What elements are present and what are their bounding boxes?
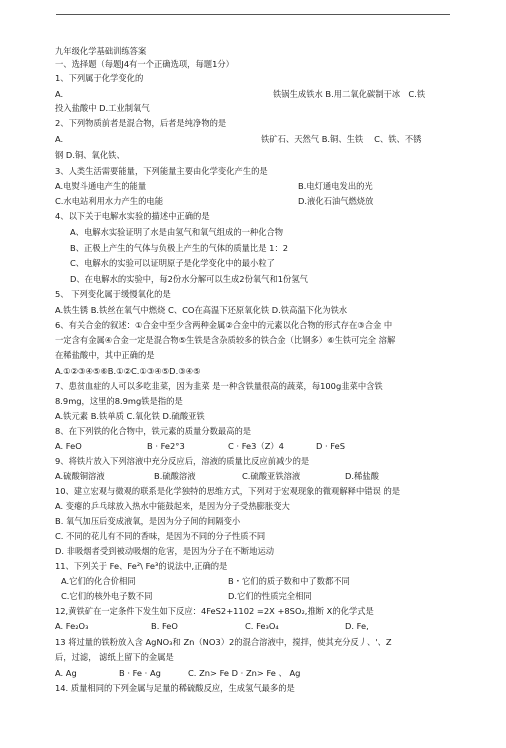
q6-line1: 6、有关合金的叙述：①合金中至少含两种金属②合金中的元素以化合物的形式存在③合金 中 bbox=[55, 320, 393, 330]
q3-option-c: C.水电站利用水力产生的电能 bbox=[55, 196, 163, 206]
q12-option-c: C. Fe₃O₄ bbox=[245, 621, 279, 631]
q3-options-row2 bbox=[55, 195, 476, 207]
q8-options bbox=[55, 440, 476, 452]
q10-option-b: B. 氧气加压后变成液氧，是因为分子间的间隔变小 bbox=[55, 516, 241, 526]
q9-option-a: A.硫酸铜溶液 bbox=[55, 471, 105, 481]
q2-options-bcd: 铁矿石、天然气 B.铜、生铁 C、铁、不锈 bbox=[261, 134, 422, 144]
q4-option-c: C、电解水的实验可以证明原子是化学变化中的最小粒了 bbox=[70, 258, 275, 268]
q7-line2: 8.9mg，这里的8.9mg铁是指的是 bbox=[55, 396, 183, 406]
q6-line3: 在稀盐酸中，其中正确的是 bbox=[55, 350, 155, 360]
q11-option-a: A.它们的化合价相同 bbox=[61, 576, 136, 586]
q3-option-a: A.电熨斗通电产生的能量 bbox=[55, 181, 147, 191]
q13-options bbox=[55, 667, 476, 679]
q8-option-a: A. FeO bbox=[55, 441, 82, 451]
q10-option-d: D. 非吸烟者受到被动吸烟的危害，是因为分子在不断地运动 bbox=[55, 546, 275, 556]
q9-option-b: B.硫酸溶液 bbox=[154, 471, 196, 481]
q9-option-c: C.硫酸亚铁溶液 bbox=[242, 471, 301, 481]
q11-stem: 11、下列关于 Fe、Fe²\ Fe³的说法中,正确的是 bbox=[55, 561, 228, 571]
q4-option-d: D、在电解水的实验中，每2份水分解可以生成2份氧气和1份氢气 bbox=[70, 274, 308, 284]
q13-option-cd: C. Zn> Fe D · Zn> Fe 、 Ag bbox=[188, 668, 301, 678]
q4-option-a: A、电解水实验证明了水是由氢气和氧气组成的一种化合物 bbox=[70, 227, 284, 237]
q11-options-row1 bbox=[55, 575, 476, 587]
q10-option-a: A. 变瘪的乒乓球放入热水中能鼓起来，是因为分子受热膨胀变大 bbox=[55, 501, 290, 511]
q3-stem: 3、人类生活需要能量，下列能量主要由化学变化产生的是 bbox=[55, 166, 268, 176]
q2-option-a: A. bbox=[55, 134, 64, 144]
q9-option-d: D.稀盐酸 bbox=[345, 471, 379, 481]
q9-options bbox=[55, 470, 476, 482]
q1-options-line2: 投入盐酸中 D.工业制氧气 bbox=[55, 103, 150, 113]
q1-option-a: A. bbox=[55, 89, 64, 99]
q4-stem: 4、以下关于电解水实验的描述中正确的是 bbox=[55, 211, 210, 221]
q6-line2: 一定含有金属④合金一定是混合物⑤生铁是含杂质较多的铁合金（比钢多）⑥生铁可完全 溶解 bbox=[55, 335, 396, 345]
q12-stem: 12,黄铁矿在一定条件下发生如下反应：4FeS2+1102 =2X +8SO₂,推断 X的化学式是 bbox=[55, 606, 374, 616]
q10-stem: 10、建立宏观与微观的联系是化学独特的思维方式，下列对于宏观现象的微观解释中错误 的是 bbox=[55, 486, 401, 496]
q12-option-a: A. Fe₂O₃ bbox=[55, 621, 89, 631]
section-heading: 一、选择题（每题J4有一个正确选项，每题1分） bbox=[55, 59, 234, 69]
q13-option-b: B · Fe · Ag bbox=[119, 668, 161, 678]
q1-options-bcd: 铁锅生成铁水 B.用二氧化碳制干冰 C.铁 bbox=[273, 89, 426, 99]
q1-stem: 1、下列属于化学变化的 bbox=[55, 73, 144, 83]
q13-line2: 后，过滤， 滤纸上留下的金属是 bbox=[55, 652, 174, 662]
doc-title: 九年级化学基础训练答案 bbox=[55, 46, 147, 56]
q1-options-line1 bbox=[55, 88, 476, 100]
q7-options: A.铁元素 B.铁单质 C.氧化铁 D.硫酸亚铁 bbox=[55, 411, 205, 421]
q3-option-d: D.液化石油气燃烧放 bbox=[298, 196, 374, 206]
q4-option-b: B、正极上产生的气体与负极上产生的气体的质量比是 1：2 bbox=[70, 243, 289, 253]
q5-stem: 5、 下列变化属于缓慢氧化的是 bbox=[55, 289, 171, 299]
q2-options-line1 bbox=[55, 133, 476, 145]
q11-option-b: B・它们的质子数和中了数都不同 bbox=[228, 576, 350, 586]
q8-option-b: B · Fe2°3 bbox=[147, 441, 185, 451]
q9-stem: 9、将铁片放入下列溶液中充分反应后，溶液的质量比反应前减少的是 bbox=[55, 456, 310, 466]
q5-options: A.铁生锈 B.铁丝在氧气中燃烧 C、CO在高温下还原氧化铁 D.铁高温下化为铁水 bbox=[55, 305, 348, 315]
q11-options-row2 bbox=[55, 590, 476, 602]
q11-option-c: C.它们的核外电子数不同 bbox=[61, 591, 153, 601]
q11-option-d: D.它们的性质完全相同 bbox=[228, 591, 312, 601]
q12-option-d: D. Fe, bbox=[345, 621, 369, 631]
q8-option-c: C · Fe3（Z）4 bbox=[228, 441, 284, 451]
q3-option-b: B.电灯通电发出的光 bbox=[298, 181, 373, 191]
q10-option-c: C. 不同的花儿有不同的香味，是因为不同的分子性质不同 bbox=[55, 531, 266, 541]
q13-line1: 13 将过量的铁粉放入含 AgNO₃和 Zn（NO3）2的混合溶液中，搅拌，使其充分反丿、'、Z bbox=[55, 637, 392, 647]
q8-option-d: D · FeS bbox=[316, 441, 345, 451]
q3-options-row1 bbox=[55, 180, 476, 192]
q2-stem: 2、下列物质前者是混合物，后者是纯净物的是 bbox=[55, 118, 227, 128]
q12-options bbox=[55, 620, 476, 632]
q13-option-a: A. Ag bbox=[55, 668, 77, 678]
q7-line1: 7、患贫血症的人可以多吃韭菜，因为韭菜 是一种含铁量很高的蔬菜，每100g韭菜中含铁 bbox=[55, 381, 383, 391]
q14-stem: 14. 质量相同的下列金属与足量的稀硫酸反应，生成氢气最多的是 bbox=[55, 683, 295, 693]
q2-options-line2: 钢 D.铜、氧化铁、 bbox=[55, 150, 125, 160]
q12-option-b: B. FeO bbox=[151, 621, 178, 631]
q8-stem: 8、在下列铁的化合物中，铁元素的质量分数最高的是 bbox=[55, 426, 252, 436]
q6-options: A.①②③④⑤⑥B.①②C.①③④⑤D.③④⑤ bbox=[55, 366, 201, 376]
